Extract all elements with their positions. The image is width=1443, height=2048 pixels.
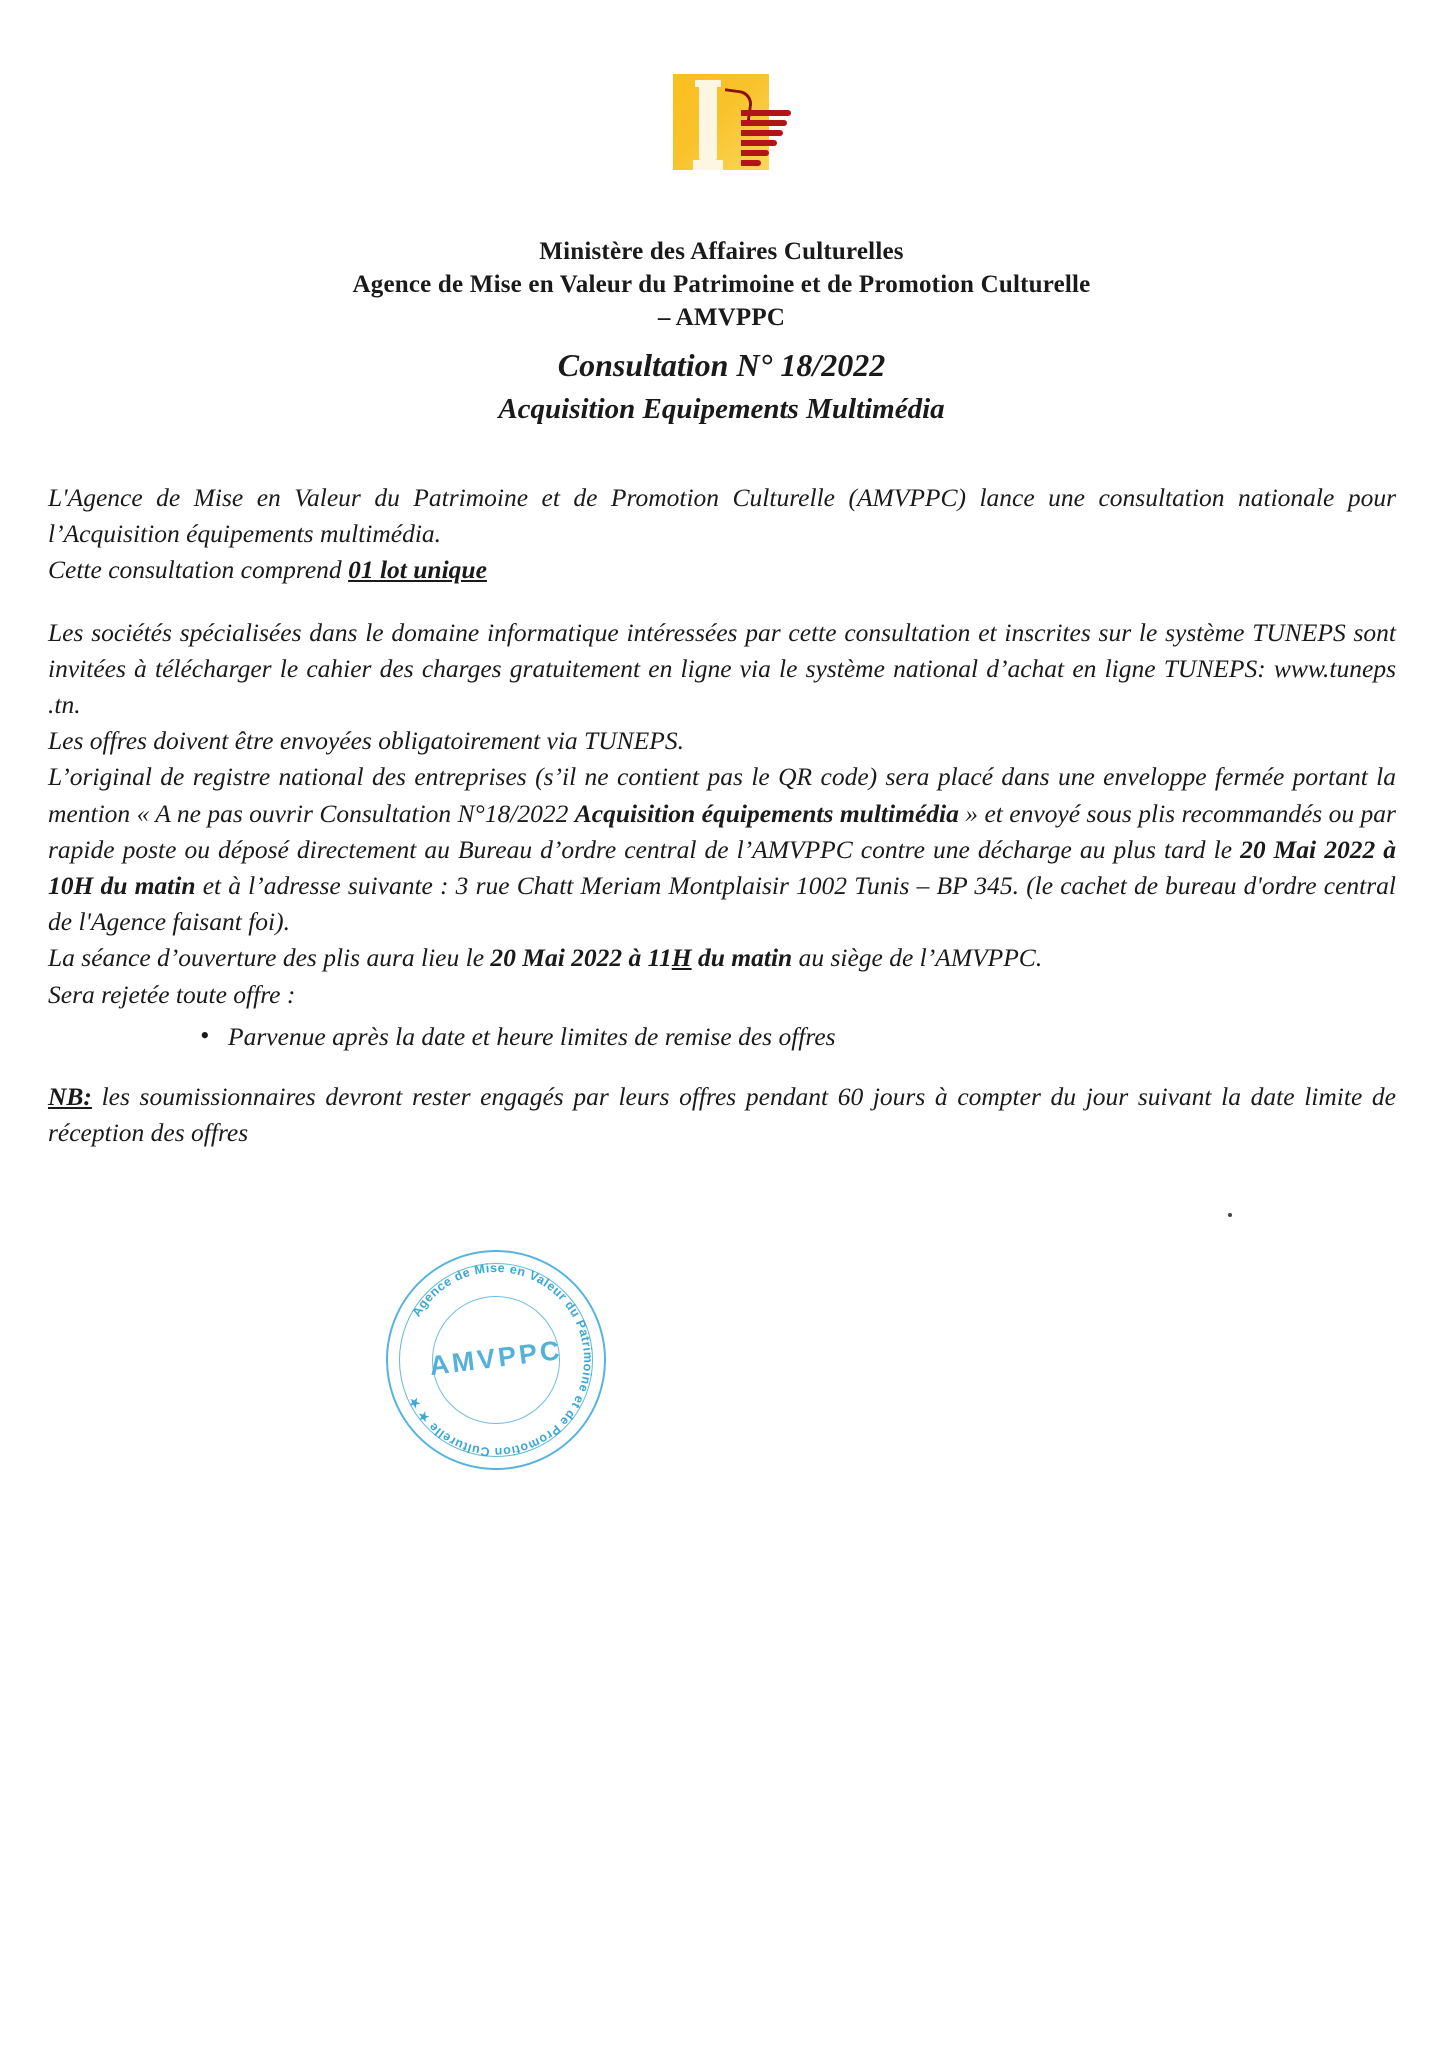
paragraph-offers-tuneps <box>48 723 1396 759</box>
nb-text: les soumissionnaires devront rester engagés par leurs offres pendant 60 jours à compter du jour suivant la date limite de réception des offres <box>48 1082 1396 1148</box>
nb-label: NB: <box>48 1082 92 1112</box>
submission-text-2: » et envoyé sous plis recommandés ou par rapide poste ou déposé directement au Bureau d’ordre central de l’AMVPPC contre une décharge au plus tard le <box>48 798 1396 864</box>
logo-red-stripes <box>741 110 795 170</box>
document-header <box>0 235 1443 429</box>
logo-container <box>0 68 1443 200</box>
lot-prefix: Cette consultation comprend <box>48 555 349 585</box>
paragraph-nb <box>48 1079 1396 1151</box>
paragraph-lot <box>48 552 1396 588</box>
document-body <box>48 480 1396 1151</box>
opening-text-1: La séance d’ouverture des plis aura lieu le <box>48 943 491 973</box>
intro-text: L'Agence de Mise en Valeur du Patrimoine et de Promotion Culturelle (AMVPPC) lance une consultation nationale pour l’Acquisition équipements multimédia. <box>48 483 1396 549</box>
lot-emphasis: 01 lot unique <box>348 555 487 585</box>
rejection-intro-text: Sera rejetée toute offre : <box>48 979 296 1009</box>
submission-deadline: 20 Mai 2022 à 10H du matin <box>48 834 1396 901</box>
stamp-center-text: AMVPPC <box>427 1334 565 1382</box>
stamp-outer-text: Agence de Mise en Valeur du Patrimoine et de Promotion Culturelle ★ ★ <box>405 1260 596 1460</box>
submission-text-3: et à l’adresse suivante : 3 rue Chatt Meriam Montplaisir 1002 Tunis – BP 345. (le cachet de bureau d'ordre central de l'Agence faisant foi). <box>48 871 1396 937</box>
paragraph-opening-session <box>48 940 1396 976</box>
submission-text-1: L’original de registre national des entreprises (s’il ne contient pas le QR code) sera placé dans une enveloppe fermée portant la mention « A ne pas ouvrir Consultation N°18/2022 <box>48 762 1396 828</box>
ministry-title: Ministère des Affaires Culturelles <box>539 238 904 265</box>
agency-acronym: – AMVPPC <box>657 304 786 331</box>
paragraph-intro <box>48 480 1396 552</box>
page-subtitle: Acquisition Equipements Multimédia <box>498 393 945 426</box>
submission-emphasis-object: Acquisition équipements multimédia <box>574 798 959 828</box>
opening-text-2: au siège de l’AMVPPC. <box>792 943 1043 973</box>
logo-column-base <box>693 160 723 170</box>
opening-time-suffix: du matin <box>691 943 793 973</box>
official-stamp <box>386 1250 606 1470</box>
list-item: • Parvenue après la date et heure limites de remise des offres <box>228 1019 1396 1055</box>
stray-ink-mark <box>1228 1213 1232 1217</box>
rejection-list <box>48 1019 1396 1055</box>
paragraph-tuneps <box>48 615 1396 724</box>
opening-date: 20 Mai 2022 à 11 <box>490 943 672 973</box>
paragraph-rejection-intro <box>48 977 1396 1013</box>
logo-column-shaft <box>699 84 717 160</box>
opening-hour-unit: H <box>671 943 692 973</box>
agency-title: Agence de Mise en Valeur du Patrimoine et de Promotion Culturelle <box>352 271 1091 298</box>
page-title: Consultation N° 18/2022 <box>557 347 886 383</box>
offers-tuneps-text: Les offres doivent être envoyées obligatoirement via TUNEPS. <box>48 726 684 756</box>
spacer <box>48 589 1396 615</box>
tuneps-text: Les sociétés spécialisées dans le domaine informatique intéressées par cette consultation et inscrites sur le système TUNEPS sont invitées à télécharger le cahier des charges gratuitement en ligne via le système national d’achat en ligne TUNEPS: www.tuneps .tn. <box>48 617 1396 720</box>
amvppc-logo-icon <box>649 68 794 200</box>
paragraph-submission <box>48 759 1396 940</box>
